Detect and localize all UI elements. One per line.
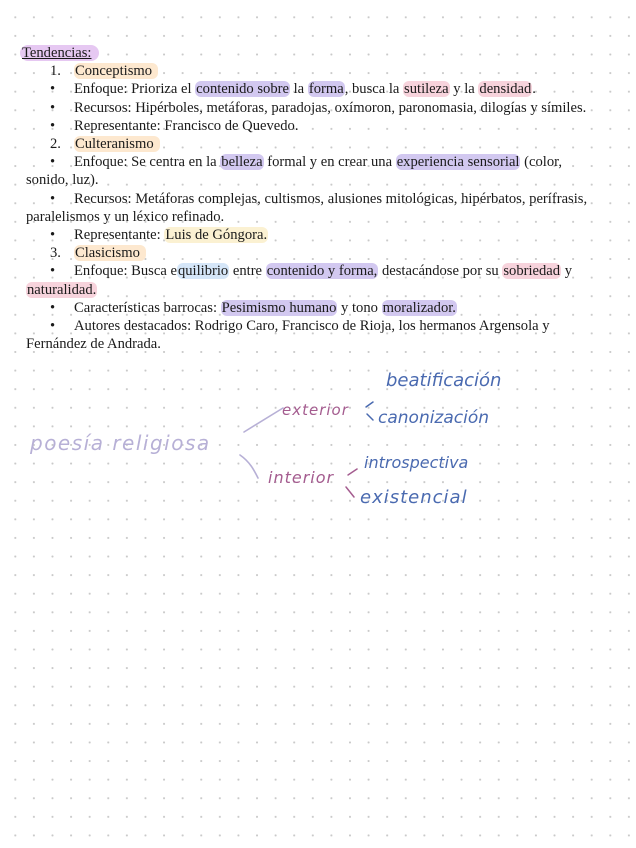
text: formal y en crear una	[263, 154, 396, 171]
highlight-forma: forma	[308, 81, 344, 98]
text: Rodrigo Caro, Francisco de Rioja, los hermanos Argensola y Fernández de Andrada.	[26, 318, 550, 353]
tick-beatificacion	[366, 402, 373, 407]
list-number: 2.	[50, 136, 61, 153]
text: destacándose por su	[378, 263, 503, 280]
branch-line-exterior	[244, 408, 283, 432]
text: Recursos: Metáforas complejas, cultismos, alusiones mitológicas, hipérbatos, perífrasis, paralelismos y un léxico refinado.	[26, 190, 588, 225]
heading-name: Clasicismo	[74, 245, 146, 261]
text: y	[561, 263, 573, 280]
highlight-sobriedad: sobriedad	[503, 263, 561, 280]
leaf-beatificacion: beatificación	[386, 370, 502, 391]
bullet: •	[50, 117, 56, 134]
text: y la	[449, 81, 479, 98]
tick-existencial	[346, 487, 354, 497]
highlight-moralizador: moralizador.	[382, 299, 456, 316]
bullet: •	[50, 227, 56, 244]
list-number: 1.	[50, 63, 61, 80]
text: .	[532, 81, 536, 98]
highlight-sutileza: sutileza	[404, 81, 449, 98]
bullet: •	[50, 318, 56, 335]
leaf-existencial: existencial	[360, 487, 468, 508]
text: , busca la	[344, 81, 404, 98]
text: entre	[229, 263, 266, 280]
highlight-gongora: Luis de Góngora.	[165, 227, 268, 244]
mindmap-root: poesía religiosa	[30, 431, 211, 455]
bullet: •	[50, 154, 56, 171]
text: Representante: Francisco de Quevedo.	[74, 117, 299, 134]
highlight-contenido-forma: contenido y forma,	[266, 263, 378, 280]
highlight-equilibrio: quilibrio	[177, 263, 229, 280]
highlight-densidad: densidad	[479, 81, 532, 98]
highlight-belleza: belleza	[221, 154, 263, 171]
text: Enfoque: Prioriza el	[74, 81, 196, 98]
tick-introspectiva	[348, 469, 357, 475]
text: Recursos: Hipérboles, metáforas, paradojas, oxímoron, paronomasia, dilogías y símiles.	[74, 99, 587, 116]
branch-interior: interior	[268, 468, 335, 487]
branch-line-interior	[240, 455, 258, 478]
bullet: •	[50, 299, 56, 316]
highlight-naturalidad: naturalidad.	[27, 281, 97, 298]
bullet: •	[50, 81, 56, 98]
text: la	[289, 81, 308, 98]
leaf-introspectiva: introspectiva	[364, 453, 469, 472]
list-number: 3.	[50, 245, 61, 262]
heading-name: Culteranismo	[74, 136, 160, 152]
highlight-pesimismo: Pesimismo humano	[221, 299, 337, 316]
highlight-experiencia-sensorial: experiencia sensorial	[396, 154, 520, 171]
tick-canonizacion	[367, 414, 373, 420]
bullet: •	[50, 99, 56, 116]
text: Enfoque: Se centra en la	[74, 154, 221, 171]
text: Representante:	[74, 227, 165, 244]
section-title: Tendencias:	[20, 45, 99, 61]
text: Características barrocas:	[74, 299, 221, 316]
heading-name: Conceptismo	[74, 63, 158, 79]
text: Enfoque: Busca e	[74, 263, 177, 280]
text: Autores destacados:	[74, 318, 195, 335]
text: y tono	[337, 299, 382, 316]
leaf-canonizacion: canonización	[378, 408, 490, 428]
branch-exterior: exterior	[282, 401, 349, 419]
highlight-contenido: contenido sobre	[196, 81, 289, 98]
bullet: •	[50, 263, 56, 280]
text: (color, sonido, luz).	[26, 154, 563, 189]
bullet: •	[50, 190, 56, 207]
